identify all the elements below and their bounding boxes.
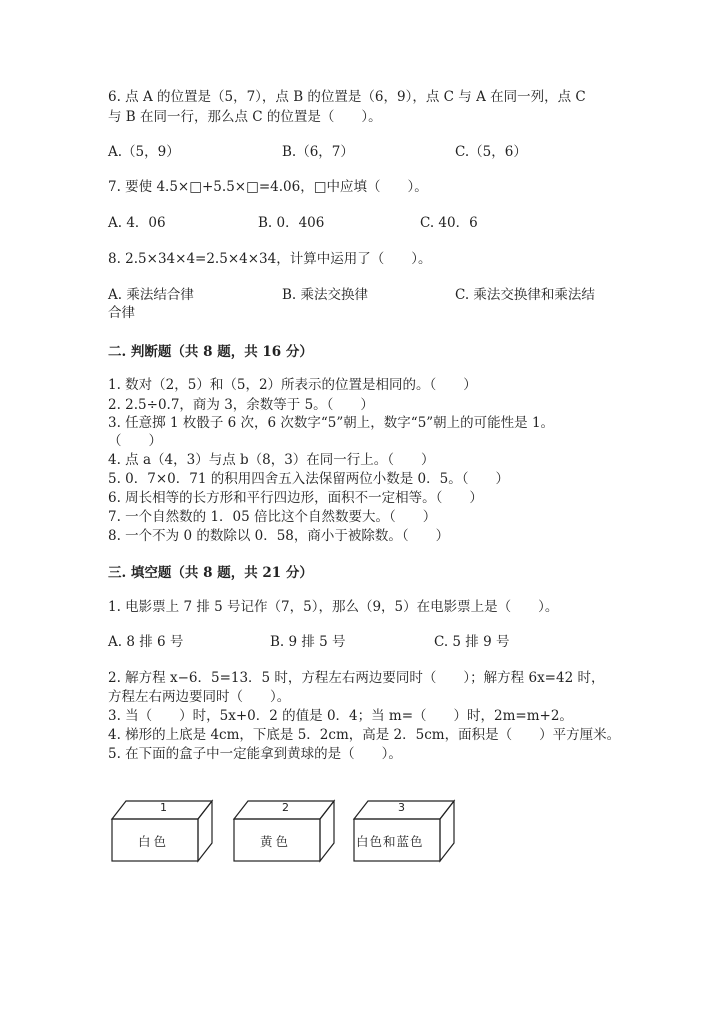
fill-q5: 5. 在下面的盒子中一定能拿到黄球的是（ ）。 [108, 746, 402, 762]
fill-q1-option-c: C. 5 排 9 号 [434, 634, 510, 650]
section2-title: 二. 判断题（共 8 题，共 16 分） [108, 344, 313, 360]
fill-q3: 3. 当（ ）时，5x+0．2 的值是 0．4；当 m=（ ）时，2m=m+2。 [108, 708, 573, 724]
section3-title: 三. 填空题（共 8 题，共 21 分） [108, 565, 313, 581]
q8-option-c-wrap: 合律 [108, 305, 135, 321]
judge-item-7: 7. 一个自然数的 1．05 倍比这个自然数要大。（ ） [108, 509, 437, 525]
fill-q2-line2: 方程左右两边要同时（ ）。 [108, 689, 291, 705]
box-2-label: 黄色 [260, 834, 292, 849]
q7-option-c: C. 40．6 [420, 215, 478, 231]
q6-line2: 与 B 在同一行，那么点 C 的位置是（ ）。 [108, 109, 382, 125]
box-1-number: 1 [160, 801, 167, 814]
box-2-number: 2 [282, 801, 289, 814]
box-1 [108, 797, 216, 865]
box-3 [350, 797, 458, 865]
q7-text: 7. 要使 4.5×□+5.5×□=4.06，□中应填（ ）。 [108, 179, 428, 195]
fill-q1-text: 1. 电影票上 7 排 5 号记作（7，5），那么（9，5）在电影票上是（ ）。 [108, 599, 559, 615]
fill-q4: 4. 梯形的上底是 4cm，下底是 5．2cm，高是 2．5cm，面积是（ ）平方厘米。 [108, 727, 621, 743]
judge-item-3-wrap: （ ） [108, 433, 162, 449]
q6-option-c: C.（5，6） [455, 144, 527, 160]
fill-q1-option-a: A. 8 排 6 号 [108, 634, 184, 650]
judge-item-6: 6. 周长相等的长方形和平行四边形，面积不一定相等。（ ） [108, 490, 483, 506]
q7-option-b: B. 0．406 [258, 215, 325, 231]
fill-q1-option-b: B. 9 排 5 号 [270, 634, 346, 650]
box-3-label: 白色和蓝色 [356, 834, 424, 849]
q8-text: 8. 2.5×34×4=2.5×4×34，计算中运用了（ ）。 [108, 251, 432, 267]
q8-option-c: C. 乘法交换律和乘法结 [455, 287, 595, 303]
judge-item-5: 5. 0．7×0．71 的积用四舍五入法保留两位小数是 0．5。（ ） [108, 471, 509, 487]
judge-item-4: 4. 点 a（4，3）与点 b（8，3）在同一行上。（ ） [108, 452, 435, 468]
q8-option-b: B. 乘法交换律 [282, 287, 369, 303]
q6-option-b: B.（6，7） [282, 144, 354, 160]
judge-item-3: 3. 任意掷 1 枚骰子 6 次，6 次数字“5”朝上，数字“5”朝上的可能性是 1。 [108, 415, 555, 431]
q8-option-a: A. 乘法结合律 [108, 287, 194, 303]
q6-option-a: A.（5，9） [108, 144, 180, 160]
fill-q2-line1: 2. 解方程 x−6．5=13．5 时，方程左右两边要同时（ ）；解方程 6x=42 时， [108, 670, 605, 686]
box-2 [230, 797, 338, 865]
judge-item-2: 2. 2.5÷0.7，商为 3，余数等于 5。（ ） [108, 397, 374, 413]
q7-option-a: A. 4．06 [108, 215, 166, 231]
judge-item-8: 8. 一个不为 0 的数除以 0．58，商小于被除数。（ ） [108, 528, 450, 544]
box-3-number: 3 [398, 801, 405, 814]
q6-line1: 6. 点 A 的位置是（5，7），点 B 的位置是（6，9），点 C 与 A 在同一列，点 C [108, 89, 586, 105]
judge-item-1: 1. 数对（2，5）和（5，2）所表示的位置是相同的。（ ） [108, 377, 477, 393]
box-1-label: 白色 [138, 834, 170, 849]
